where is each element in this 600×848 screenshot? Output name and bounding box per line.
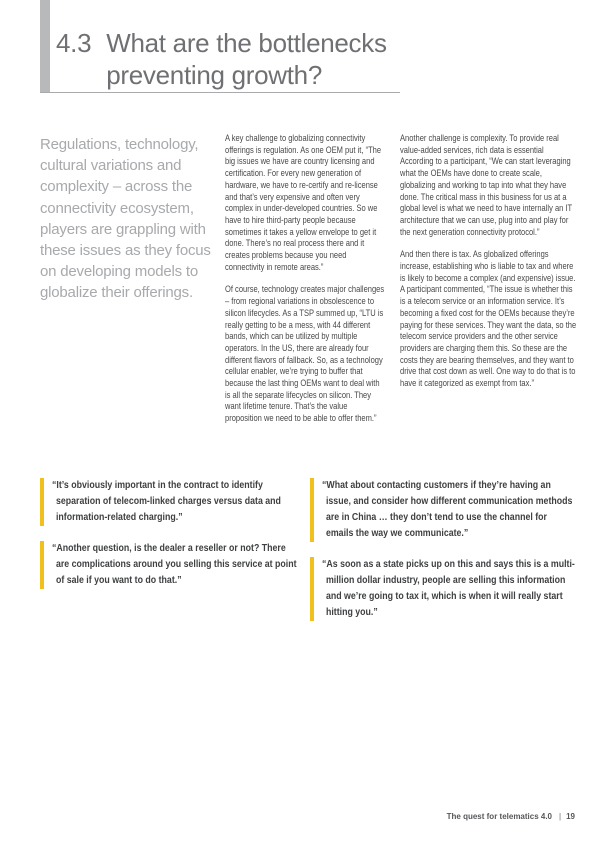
body-column-right-text bbox=[400, 133, 576, 390]
section-title bbox=[106, 27, 386, 91]
page-title bbox=[56, 27, 387, 91]
body-column-left-text bbox=[225, 133, 385, 425]
paragraph: A key challenge to globalizing connectivity offerings is regulation. As one OEM put it, “The big issues we have are country licensing and certification. For every new generation of hardware, we have to re-certify and re-license and that’s very expensive and often very complex in under-developed countries. So we have to hire third-party people because sometimes it takes a yellow envelope to get it done. There’s no real process there and it creates problems because you need connectivity in remote areas.” bbox=[225, 133, 382, 272]
pull-quote-text: “As soon as a state picks up on this and says this is a multi-million dollar industry, people are selling this information and we’re going to tax it, which is when it will really start hitting you.” bbox=[322, 559, 575, 618]
paragraph: Another challenge is complexity. To provide real value-added services, rich data is essential According to a participant, “We can start leveraging what the OEMs have done to create scale, globalizing and working to tap into what they have done. The critical mass in this business for us at a global level is what we need to have internally an IT architecture that we can use, plug into and play for the next generation connectivity protocol.” bbox=[400, 133, 572, 237]
footer-text: The quest for telematics 4.0 bbox=[446, 812, 553, 821]
page-footer bbox=[447, 812, 575, 821]
pull-quote bbox=[310, 557, 576, 621]
pull-quote-text: “It’s obviously important in the contract to identify separation of telecom-linked charges versus data and information-related charging.” bbox=[52, 480, 281, 523]
pull-quote bbox=[310, 478, 576, 542]
pull-quote-column-right bbox=[310, 478, 576, 636]
paragraph: And then there is tax. As globalized offerings increase, establishing who is liable to tax and where is likely to become a complex (and expensive) issue. A participant commented, “The issue is whether this is a telecom service or an information service. It’s becoming a fixed cost for the OEMs because they’re paying for these services. They want the data, so the telecom service providers and the other service providers are charging them this. So these are the costs they are bearing themselves, and they want to drive that cost down as well. One way to do that is to have it categorized as exempt from tax.” bbox=[400, 249, 577, 389]
title-accent-bar bbox=[40, 0, 50, 93]
body-column-right bbox=[400, 133, 576, 401]
pull-quote-text: “What about contacting customers if they’re having an issue, and consider how different communication methods are in China … they don’t tend to use the channel for emails the way we communicate.” bbox=[322, 480, 573, 539]
pull-quote bbox=[40, 478, 300, 526]
intro-text: Regulations, technology, cultural variations and complexity – across the connectivity ecosystem, players are grappling with these issues as they focus on developing models to globalize their offerings. bbox=[40, 136, 211, 302]
pull-quote-section bbox=[40, 478, 576, 636]
paragraph: Of course, technology creates major challenges – from regional variations in obsolescence to silicon lifecycles. As a TSP summed up, “LTU is really getting to be a mess, with 44 different bands, which can be utilized by multiple operators. In the US, there are already four different flavors of fallback. So, as a technology cellular enabler, we’re trying to buffer that because the last thing OEMs want to deal with is all the separate lifecycles on silicon. They want lifetime tenure. That’s the value proposition we need to be able to offer them.” bbox=[225, 284, 385, 424]
pull-quote bbox=[40, 541, 300, 589]
pull-quote-column-left bbox=[40, 478, 300, 636]
section-title-line1: What are the bottlenecks bbox=[106, 28, 387, 58]
pull-quote-text: “Another question, is the dealer a reseller or not? There are complications around you selling this service at point of sale if you want to do that.” bbox=[52, 543, 297, 586]
footer-separator: | bbox=[559, 812, 562, 821]
body-column-left bbox=[225, 133, 385, 436]
section-title-line2: preventing growth? bbox=[106, 60, 322, 90]
section-number: 4.3 bbox=[56, 28, 92, 58]
footer-page-number: 19 bbox=[566, 812, 575, 821]
title-divider bbox=[40, 92, 400, 93]
